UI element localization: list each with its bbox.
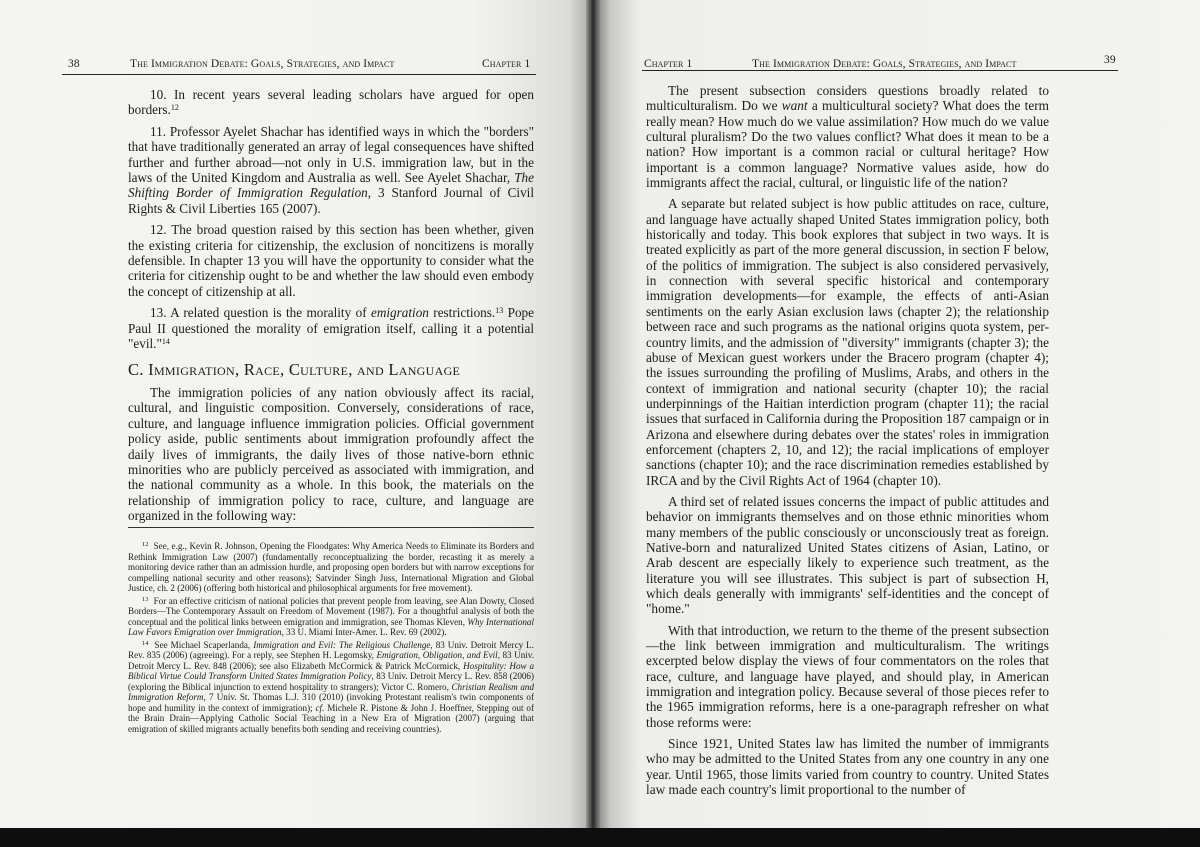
section-heading: [128, 359, 534, 379]
right-page-number: 39: [1104, 54, 1116, 66]
right-paragraph-2: [646, 196, 1049, 488]
footnote-number: 13: [142, 595, 149, 603]
left-running-title-text: The Immigration Debate: Goals, Strategies, and Impact: [130, 58, 395, 70]
footnote-number: 12: [142, 541, 149, 548]
footnote-text: See, e.g., Kevin R. Johnson, Opening the Floodgates: Why America Needs to Eliminate its Borders and Rethink Immigration Law (2007) (fundamentally reconceptualizing the border, recasting it as merely a monitoring device rather than an admission hurdle, and proposing open borders but with narrow exceptions for compelling national security and other reasons); Satvinder Singh Juss, International Migration and Global Justice, ch. 2 (2006) (offering both historical and philosophical arguments for free movement).: [128, 541, 535, 593]
section-letter: C.: [128, 359, 144, 379]
footnote-text: [128, 640, 534, 734]
italic-text: want: [781, 98, 808, 114]
paragraph-text: 10. In recent years several leading scholars have argued for open borders.: [128, 87, 534, 118]
footnote-number: 14: [142, 639, 149, 647]
right-page: [592, 0, 1200, 830]
footnote-rule: [128, 527, 534, 528]
cited-title: The Shifting Border of Immigration Regulation: [128, 170, 534, 201]
footnote-ref: 12: [170, 103, 179, 113]
footnote-14: [128, 640, 534, 735]
italic-text: Immigration and Evil: The Religious Challenge: [253, 639, 431, 650]
left-page-number: 38: [68, 58, 80, 70]
cited-title: Why International Law Favors Emigration over Immigration: [128, 616, 534, 637]
right-header-rule: [642, 70, 1118, 71]
left-chapter-label: [482, 58, 530, 70]
right-paragraph-4: [646, 623, 1049, 730]
right-running-title: [752, 58, 1016, 70]
section-title: Immigration, Race, Culture, and Language: [148, 359, 461, 379]
text-run: With that introduction, we return to the theme of the present subsection—the link between immigration and multiculturalism. The writings excerpted below display the views of four commentators on the roles that race, culture, and language have played, and should play, in American immigration and integration policy. Because several of those pieces refer to the 1965 immigration reforms, here is a one-paragraph refresher on what those reforms were:: [646, 622, 1049, 730]
text-run: Since 1921, United States law has limited the number of immigrants who may be admitted to the United States from any one country in any one year. Until 1965, those limits varied from country to country. United States law made each country's limit proportional to the number of: [646, 736, 1049, 798]
right-paragraph-1: [646, 83, 1049, 190]
text-run: Michele R. Pistone & John J. Hoeffner, Stepping out of the Brain Drain—Applying Catholic Social Teaching in a New Era of Migration (2007) (arguing that emigration of skilled migrants actually benefits both sending and receiving countries).: [128, 702, 534, 734]
section-paragraph: The immigration policies of any nation obviously affect its racial, cultural, and linguistic composition. Conversely, considerations of race, culture, and language influence immigration policies. Official government policy aside, public sentiments about immigration profoundly affect the daily lives of immigrants, the daily lives of those native-born ethnic minorities who are publicly perceived as associated with immigration, and the national community as a whole. In this book, the materials on the relationship of immigration policy to race, culture, and language are organized in the following way:: [128, 384, 534, 524]
paragraph-text: 11. Professor Ayelet Shachar has identified ways in which the "borders" that have traditionally generated an array of legal consequences have shifted further and further abroad—not only in U.S. immigration law, but in the laws of the United Kingdom and Australia as well. See Ayelet Shachar,: [128, 123, 534, 186]
note-paragraph-10: [128, 87, 534, 118]
text-run: , 7 Univ. St. Thomas L.J. 310 (2010) (invoking Protestant realism's twin components of hope and humility in the context of immigration);: [128, 692, 534, 713]
note-paragraph-11: [128, 124, 534, 216]
text-run: See Michael Scaperlanda,: [154, 639, 254, 650]
left-page: [0, 0, 592, 830]
text-run: , 83 Univ. Detroit Mercy L. Rev. 848 (2006); see also Elizabeth McCormick & Patrick McCormick,: [128, 650, 535, 671]
text-run: a multicultural society? What does the term really mean? How much do we value assimilation? How much do we value cultural pluralism? Do the two values conflict? What does it mean to be a nation? How important is a common racial or cultural heritage? How important is a common language? Normative values aside, how do immigrants affect the racial, cultural, or linguistic life of the nation?: [646, 98, 1049, 191]
right-chapter-label: [644, 58, 692, 70]
italic-text: Hospitality: How a Biblical Virtue Could Transform United States Immigration Policy: [128, 660, 535, 681]
text-run: , 83 Univ. Detroit Mercy L. Rev. 835 (2006) (agreeing). For a reply, see Stephen H. Legomsky,: [128, 639, 535, 660]
text-run: A third set of related issues concerns the impact of public attitudes and behavior on immigrants themselves and on those ethnic minorities whom many members of the public consciously or unconsciously treat as foreign. Native-born and naturalized United States citizens of Asian, Latino, or Arab descent are especially likely to experience such treatment, as the literature you will see illustrates. This subject is part of subsection H, which deals generally with immigrants' self-identities and the concept of "home.": [646, 493, 1049, 617]
footnotes: [128, 541, 534, 736]
paragraph-text: restrictions.: [428, 305, 496, 321]
right-paragraph-5: [646, 736, 1049, 797]
footnote-ref: 14: [161, 337, 170, 347]
footnote-13: [128, 596, 534, 638]
paragraph-text: Pope Paul II questioned the morality of emigration itself, calling it a potential "evil.": [128, 305, 534, 352]
footnote-text: , 33 U. Miami Inter-Amer. L. Rev. 69 (2002).: [281, 627, 447, 637]
footnote-ref: 13: [495, 306, 504, 316]
text-run: , 83 Univ. Detroit Mercy L. Rev. 858 (2006) (exploring the Biblical injunction to extend hospitality to strangers); Victor C. Romero,: [128, 671, 534, 692]
text-run: The present subsection considers questions broadly related to multiculturalism. Do we: [646, 83, 1049, 114]
left-body-column: [128, 87, 534, 530]
left-chapter-label-text: Chapter 1: [482, 58, 531, 70]
right-paragraph-3: [646, 494, 1049, 617]
note-paragraph-13: [128, 305, 534, 351]
emphasis: emigration: [371, 305, 429, 321]
book-gutter: [586, 0, 600, 847]
paragraph-text: , 3 Stanford Journal of Civil Rights & Civil Liberties 165 (2007).: [128, 185, 535, 216]
footnote-text: For an effective criticism of national policies that prevent people from leaving, see Alan Dowty, Closed Borders—The Contemporary Assault on Freedom of Movement (1987). For a thoughtful analysis of both the conceptual and the political links between emigration and immigration, see Thomas Kleven,: [128, 595, 535, 627]
left-header-rule: [62, 74, 536, 75]
footnote-12: [128, 541, 534, 594]
scan-bottom-edge: [0, 828, 1200, 847]
paragraph-text: 13. A related question is the morality of: [150, 305, 371, 321]
italic-text: Emigration, Obligation, and Evil: [376, 650, 498, 660]
right-body-column: [646, 83, 1049, 803]
text-run: A separate but related subject is how public attitudes on race, culture, and language have actually shaped United States immigration policy, both historically and today. This book explores that subject in two ways. It is treated explicitly as part of the more general discussion, in section F below, of the politics of immigration. The subject is also considered pervasively, in connection with several specific historical and contemporary immigration developments—for example, the effects of anti-Asian sentiments on the early Asian exclusion laws (chapter 2); the relationship between race and such programs as the national origins quota system, per-country limits, and the admission of "diversity" immigrants (chapter 3); the abuse of Mexican guest workers under the Bracero program (chapter 4); the issues surrounding the profiling of Muslims, Arabs, and others in the context of immigration and national security (chapter 10); the racial underpinnings of the Haitian interdiction program (chapter 11); the racial issues that surfaced in California during the Proposition 187 campaign or in Arizona and elsewhere during debates over the states' roles in immigration enforcement (chapters 2, 10, and 12); the racial implications of employer sanctions (chapter 10); and the race discrimination remedies established by IRCA and by the Civil Rights Act of 1964 (chapter 10).: [646, 196, 1049, 488]
note-paragraph-12: 12. The broad question raised by this section has been whether, given the existing criteria for citizenship, the exclusion of noncitizens is morally defensible. In chapter 13 you will have the opportunity to consider what the criteria for citizenship ought to be and whether the law should even embody the concept of citizenship at all.: [128, 222, 534, 299]
italic-text: cf.: [315, 702, 325, 713]
right-running-title-text: The Immigration Debate: Goals, Strategies, and Impact: [752, 58, 1017, 70]
left-running-title: [130, 58, 394, 70]
italic-text: Christian Realism and Immigration Reform: [128, 681, 534, 702]
right-chapter-label-text: Chapter 1: [644, 58, 693, 70]
